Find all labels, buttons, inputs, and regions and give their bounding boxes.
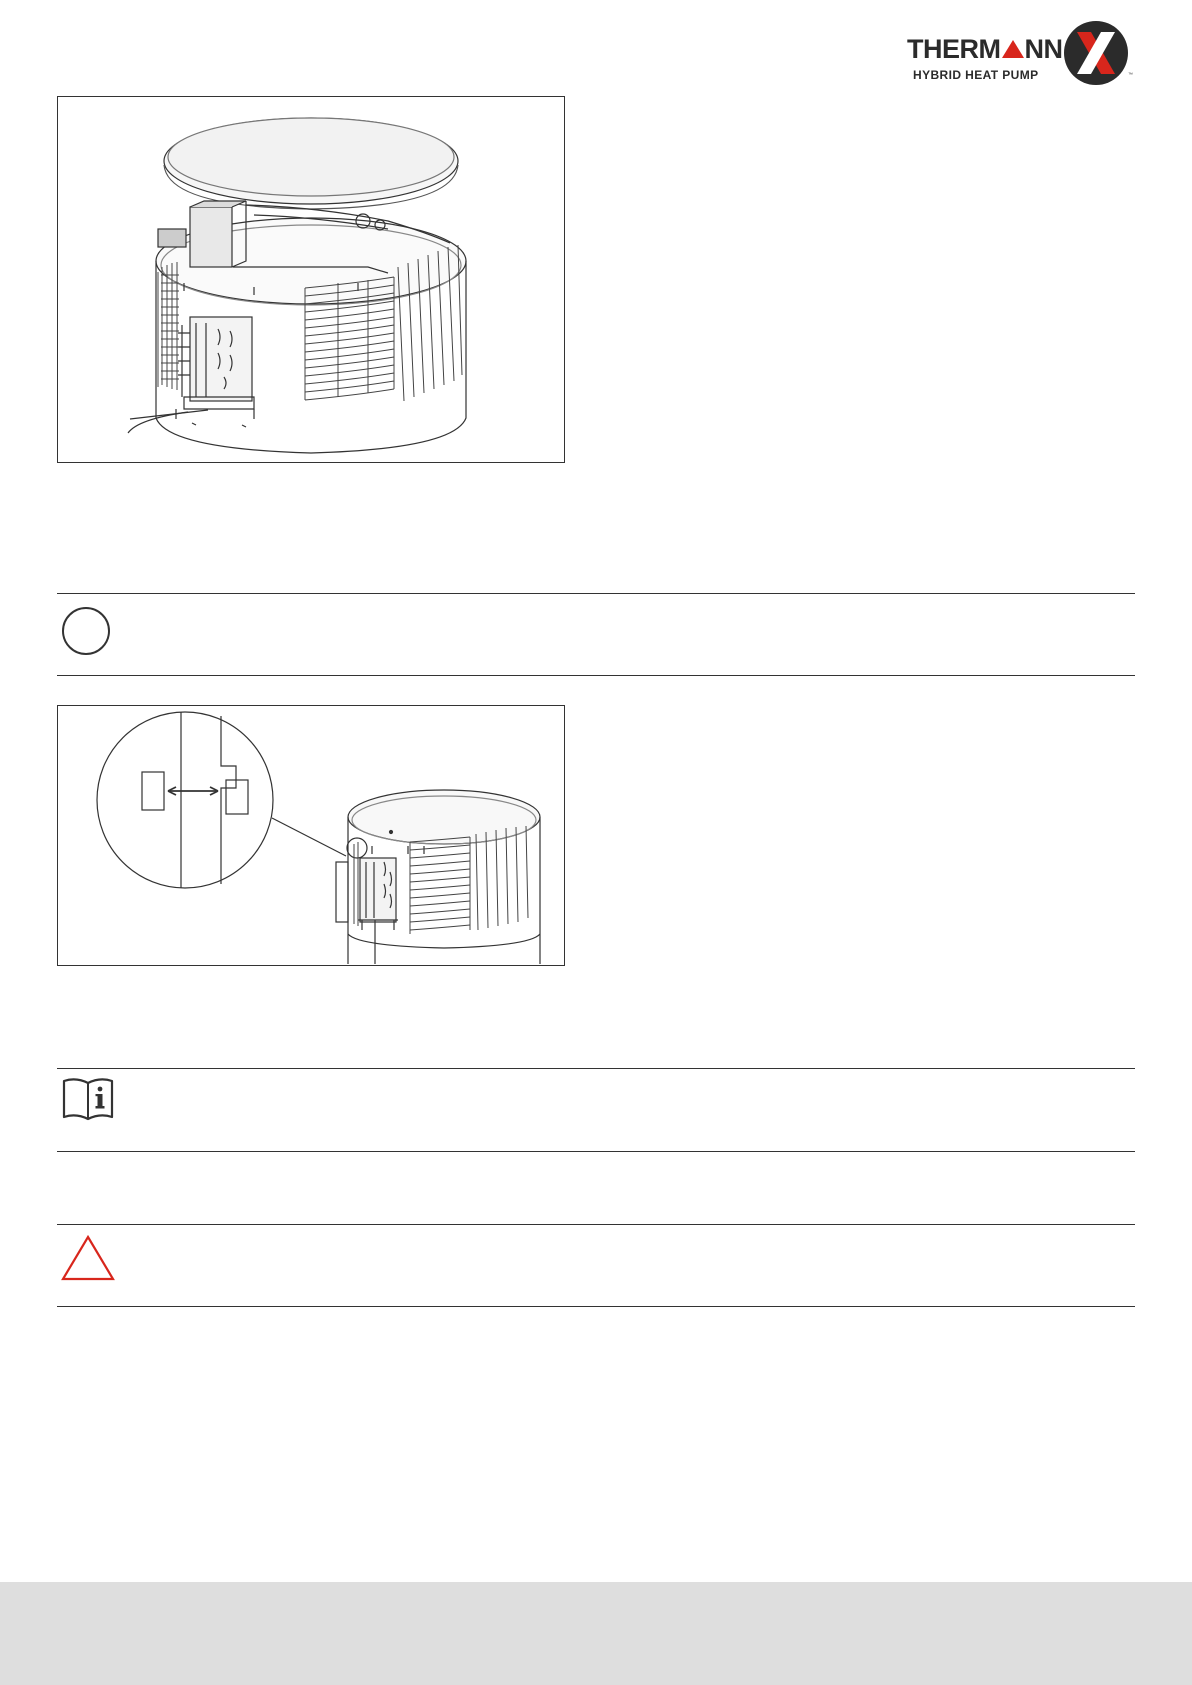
notice-manual-top-rule [57, 1068, 1135, 1069]
figure-slot-alignment [57, 705, 565, 966]
warning-triangle-icon [60, 1234, 116, 1287]
logo-x-mark [1063, 20, 1131, 86]
logo-subtitle: HYBRID HEAT PUMP [913, 68, 1039, 82]
manual-book-icon [60, 1077, 116, 1126]
notice-info-bottom-rule [57, 675, 1135, 676]
info-circle-icon [60, 605, 112, 662]
brand-logo [905, 20, 1137, 86]
notice-warning-bottom-rule [57, 1306, 1135, 1307]
page-footer-band [0, 1582, 1192, 1685]
notice-info-top-rule [57, 593, 1135, 594]
logo-wordmark: THERM NN [907, 34, 1063, 64]
notice-manual-bottom-rule [57, 1151, 1135, 1152]
unit-detail-zoom-illustration [58, 706, 564, 965]
figure-lid-removed [57, 96, 565, 463]
notice-warning-top-rule [57, 1224, 1135, 1225]
unit-top-open-illustration [58, 97, 564, 462]
logo-trademark: ™ [1128, 72, 1133, 78]
